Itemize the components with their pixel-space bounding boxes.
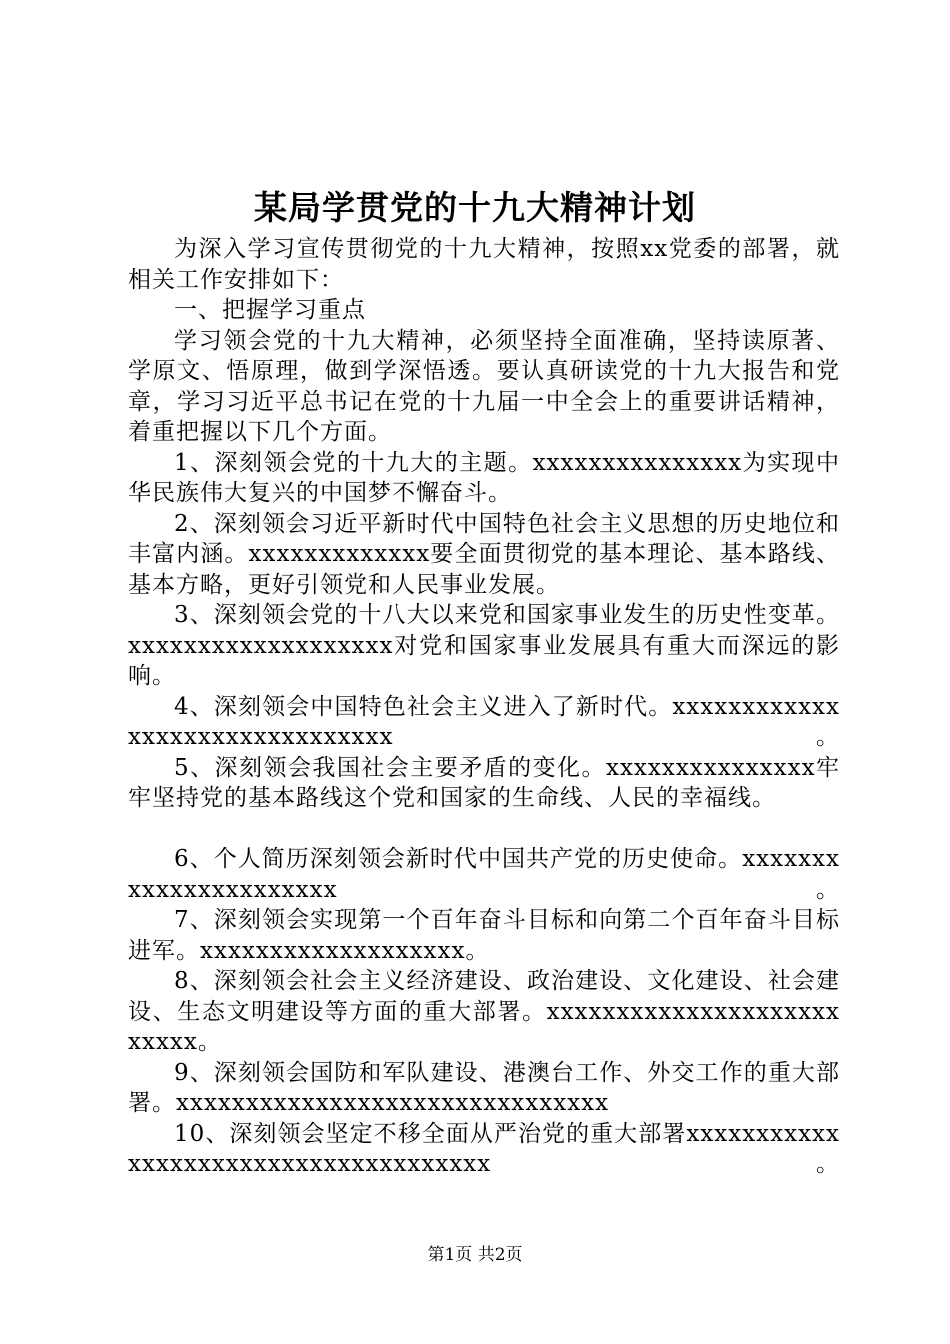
- document-title: 某局学贯党的十九大精神计划: [254, 188, 696, 227]
- list-item: 4、深刻领会中国特色社会主义进入了新时代。xxxxxxxxxxxxxxxxxxxxxxxxxxxxxxx。: [128, 693, 840, 750]
- list-item: 1、深刻领会党的十九大的主题。xxxxxxxxxxxxxxx为实现中华民族伟大复兴的中国梦不懈奋斗。: [128, 449, 840, 506]
- blank-line: [128, 814, 840, 845]
- list-item: 10、深刻领会坚定不移全面从严治党的重大部署xxxxxxxxxxxxxxxxxxxxxxxxxxxxxxxxxxxxx。: [128, 1120, 840, 1177]
- list-item: 2、深刻领会习近平新时代中国特色社会主义思想的历史地位和丰富内涵。xxxxxxxxxxxxx要全面贯彻党的基本理论、基本路线、基本方略，更好引领党和人民事业发展。: [128, 510, 840, 598]
- list-item: 6、个人简历深刻领会新时代中国共产党的历史使命。xxxxxxxxxxxxxxxxxxxxxx。: [128, 846, 840, 903]
- list-item: 9、深刻领会国防和军队建设、港澳台工作、外交工作的重大部署。xxxxxxxxxxxxxxxxxxxxxxxxxxxxxxx: [128, 1059, 840, 1116]
- body-paragraph: 学习领会党的十九大精神，必须坚持全面准确，坚持读原著、学原文、悟原理，做到学深悟透。要认真研读党的十九大报告和党章，学习习近平总书记在党的十九届一中全会上的重要讲话精神，着重把握以下几个方面。: [128, 327, 840, 445]
- page-number-footer: 第1页 共2页: [427, 1245, 523, 1265]
- list-item: 3、深刻领会党的十八大以来党和国家事业发生的历史性变革。xxxxxxxxxxxxxxxxxxx对党和国家事业发展具有重大而深远的影响。: [128, 602, 840, 689]
- list-item: 5、深刻领会我国社会主要矛盾的变化。xxxxxxxxxxxxxxx牢牢坚持党的基本路线这个党和国家的生命线、人民的幸福线。: [128, 754, 840, 811]
- section-heading: 一、把握学习重点: [174, 297, 366, 323]
- document-body: [128, 234, 840, 1180]
- intro-paragraph: 为深入学习宣传贯彻党的十九大精神，按照xx党委的部署，就相关工作安排如下：: [128, 236, 840, 293]
- list-item: 8、深刻领会社会主义经济建设、政治建设、文化建设、社会建设、生态文明建设等方面的重大部署。xxxxxxxxxxxxxxxxxxxxxxxxxx。: [128, 968, 840, 1055]
- list-item: 7、深刻领会实现第一个百年奋斗目标和向第二个百年奋斗目标进军。xxxxxxxxxxxxxxxxxxx。: [128, 907, 840, 964]
